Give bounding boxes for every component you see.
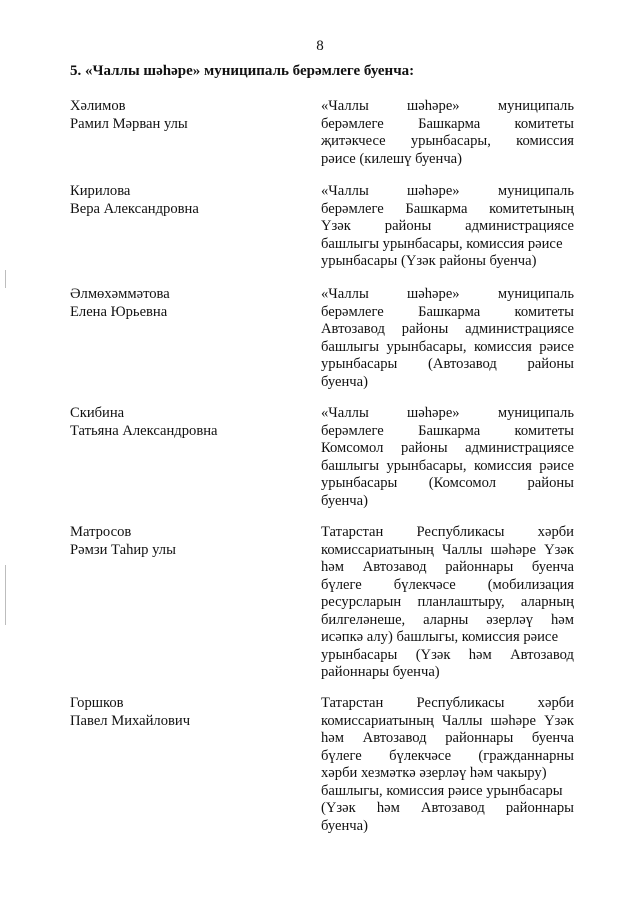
role-word: ресурсларын (321, 594, 402, 610)
role-word: Чаллы (442, 712, 483, 729)
member-role (321, 405, 574, 510)
member-role-line (321, 236, 574, 254)
role-word: Автозавод (420, 800, 485, 816)
member-role-line (321, 458, 574, 476)
role-word: «Чаллы (321, 98, 369, 114)
role-word: Татарстан (321, 695, 384, 711)
member-role-line (321, 647, 574, 665)
role-word: Үзәк (321, 218, 351, 234)
member-name-line: Хәлимов (70, 98, 126, 114)
role-word: планлаштыру, (417, 594, 505, 610)
role-word: (Автозавод (428, 356, 497, 372)
role-word: администрациясе (465, 440, 574, 456)
member-role-line (321, 201, 574, 219)
member-name-line: Татьяна Александровна (70, 422, 218, 439)
member-role-line (321, 493, 574, 511)
scan-margin-mark (5, 565, 6, 625)
role-word: шәһәре» (407, 405, 460, 421)
role-word: урынбасары, (386, 457, 467, 474)
role-word: комиссия (516, 133, 574, 149)
member-name (70, 695, 290, 730)
role-word: хәрби (537, 695, 574, 711)
role-word: шәһәре» (407, 183, 460, 199)
role-word: бүлеге (321, 747, 362, 764)
role-word: шәһәре (490, 712, 536, 729)
section-heading: 5. «Чаллы шәһәре» муниципаль берәмлеге буенча: (70, 63, 415, 79)
role-word: хәрби хезмәткә әзерләү һәм чакыру) (321, 765, 547, 781)
member-role-line (321, 133, 574, 151)
member-role-line (321, 765, 574, 783)
member-role-line (321, 116, 574, 134)
role-word: шәһәре» (407, 98, 460, 114)
role-word: «Чаллы (321, 183, 369, 199)
member-role-line (321, 713, 574, 731)
member-role-line (321, 405, 574, 423)
role-word: буенча) (321, 373, 368, 390)
role-word: урынбасары, (386, 338, 467, 355)
member-role-line (321, 800, 574, 818)
role-word: һәм (321, 559, 345, 575)
role-word: хәрби (537, 524, 574, 540)
role-word: комиссия (473, 338, 532, 355)
role-word: муниципаль (497, 405, 574, 421)
member-role-line (321, 594, 574, 612)
member-role (321, 98, 574, 168)
member-name (70, 405, 290, 440)
page-number: 8 (316, 38, 324, 54)
member-role-line (321, 151, 574, 169)
role-word: (гражданнарны (478, 747, 574, 764)
member-name-line: Әлмөхәммәтова (70, 286, 170, 302)
role-word: Башкарма (418, 115, 481, 132)
role-word: урынбасары (321, 646, 398, 663)
role-word: һәм (468, 646, 492, 663)
member-role (321, 286, 574, 391)
role-word: җитәкчесе (321, 133, 386, 149)
member-role (321, 183, 574, 271)
role-word: Автозавод (321, 321, 385, 337)
member-name-line: Елена Юрьевна (70, 303, 168, 320)
member-role-line (321, 629, 574, 647)
role-word: бүлеге (321, 576, 362, 593)
member-name (70, 98, 290, 133)
role-word: башлыгы, комиссия рәисе урынбасары (321, 782, 563, 799)
member-name (70, 286, 290, 321)
member-role-line (321, 559, 574, 577)
role-word: «Чаллы (321, 286, 369, 302)
member-role-line (321, 524, 574, 542)
member-name-line: Павел Михайлович (70, 712, 191, 729)
member-role-line (321, 98, 574, 116)
role-word: (Комсомол (428, 475, 497, 491)
role-word: бүлекчәсе (389, 747, 452, 764)
member-role-line (321, 253, 574, 271)
role-word: районнары (505, 800, 574, 816)
role-word: (мобилизация (487, 576, 574, 593)
role-word: рәисе (килешү буенча) (321, 150, 463, 167)
member-role-line (321, 818, 574, 836)
role-word: Автозавод (510, 646, 574, 663)
role-word: берәмлеге (321, 115, 384, 132)
member-name (70, 524, 290, 559)
member-role-line (321, 440, 574, 458)
role-word: районы (527, 356, 574, 372)
member-name-line: Вера Александровна (70, 200, 199, 217)
role-word: Республикасы (416, 524, 505, 540)
role-word: Башкарма (418, 303, 481, 320)
role-word: комиссия (473, 457, 532, 474)
role-word: бүлекчәсе (393, 576, 456, 593)
role-word: Автозавод (362, 730, 427, 746)
role-word: районнары (445, 730, 514, 746)
role-word: Чаллы (442, 541, 483, 558)
role-word: аларны (423, 611, 469, 628)
role-word: районнары (445, 559, 514, 575)
role-word: Комсомол (321, 440, 384, 456)
member-role-line (321, 423, 574, 441)
member-role-line (321, 374, 574, 392)
member-role-line (321, 356, 574, 374)
member-name-line: Матросов (70, 524, 132, 540)
member-role-line (321, 612, 574, 630)
role-word: районы (384, 218, 432, 234)
role-word: башлыгы (321, 338, 380, 355)
member-role-line (321, 304, 574, 322)
role-word: (Үзәк (415, 646, 451, 663)
role-word: районы (401, 321, 449, 337)
role-word: районы (527, 475, 574, 491)
role-word: башлыгы (321, 457, 380, 474)
role-word: шәһәре (490, 541, 536, 558)
role-word: аларның (520, 594, 574, 610)
member-name-line: Рәмзи Таһир улы (70, 541, 176, 558)
member-name-line: Скибина (70, 405, 125, 421)
role-word: Үзәк (544, 541, 574, 558)
role-word: һәм (376, 800, 400, 816)
role-word: администрациясе (465, 218, 574, 234)
member-role-line (321, 730, 574, 748)
role-word: комиссариатының (321, 712, 434, 729)
member-role-line (321, 183, 574, 201)
role-word: комитеты (514, 115, 574, 132)
member-name-line: Горшков (70, 695, 124, 711)
role-word: әзерләү (486, 611, 534, 628)
member-name-line: Кирилова (70, 183, 131, 199)
role-word: муниципаль (497, 98, 574, 114)
member-role-line (321, 286, 574, 304)
role-word: буенча (531, 559, 574, 575)
role-word: урынбасары (321, 475, 398, 491)
role-word: комитеты (514, 422, 574, 439)
member-role-line (321, 475, 574, 493)
role-word: һәм (321, 730, 345, 746)
member-role-line (321, 577, 574, 595)
role-word: берәмлеге (321, 200, 384, 217)
role-word: муниципаль (497, 183, 574, 199)
role-word: рәисе (539, 338, 574, 355)
role-word: Автозавод (362, 559, 427, 575)
role-word: районнары буенча) (321, 664, 440, 680)
role-word: билгеләнеше, (321, 611, 406, 628)
role-word: буенча) (321, 492, 368, 509)
member-role-line (321, 664, 574, 682)
role-word: башлыгы урынбасары, комиссия рәисе (321, 235, 563, 252)
member-role-line (321, 542, 574, 560)
role-word: Башкарма (405, 200, 468, 217)
role-word: Башкарма (418, 422, 481, 439)
role-word: һәм (550, 611, 574, 628)
role-word: урынбасары, (410, 133, 491, 149)
member-name (70, 183, 290, 218)
role-word: урынбасары (Үзәк районы буенча) (321, 253, 537, 269)
member-role-line (321, 218, 574, 236)
role-word: комитетының (489, 200, 574, 217)
member-role-line (321, 783, 574, 801)
member-role-line (321, 748, 574, 766)
member-role-line (321, 321, 574, 339)
role-word: буенча) (321, 817, 368, 834)
role-word: рәисе (539, 457, 574, 474)
scan-margin-mark (5, 270, 6, 288)
role-word: (Үзәк (321, 800, 356, 816)
role-word: комиссариатының (321, 541, 434, 558)
member-role-line (321, 695, 574, 713)
role-word: Татарстан (321, 524, 384, 540)
member-role-line (321, 339, 574, 357)
member-role (321, 524, 574, 682)
role-word: исәпкә алу) башлыгы, комиссия рәисе (321, 629, 559, 645)
role-word: берәмлеге (321, 303, 384, 320)
role-word: буенча (531, 730, 574, 746)
role-word: администрациясе (465, 321, 574, 337)
role-word: Үзәк (544, 712, 574, 729)
role-word: муниципаль (497, 286, 574, 302)
role-word: урынбасары (321, 356, 398, 372)
role-word: комитеты (514, 303, 574, 320)
member-name-line: Рамил Мәрван улы (70, 115, 188, 132)
role-word: шәһәре» (407, 286, 460, 302)
role-word: районы (401, 440, 448, 456)
role-word: берәмлеге (321, 422, 384, 439)
member-role (321, 695, 574, 835)
role-word: «Чаллы (321, 405, 369, 421)
role-word: Республикасы (416, 695, 505, 711)
